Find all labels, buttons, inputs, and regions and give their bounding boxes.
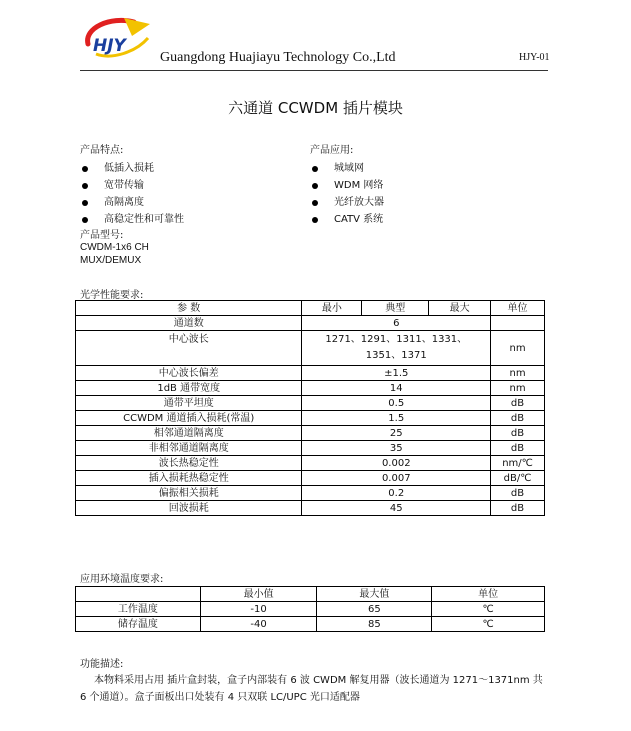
temp-name: 工作温度 [76,602,201,617]
description-label: 功能描述: [80,659,124,670]
model-line-2: MUX/DEMUX [80,255,142,266]
table-row [76,366,545,381]
temp-max: 65 [317,602,432,617]
param-unit: nm [491,366,545,381]
document-id: HJY-01 [519,52,550,63]
table-row [76,381,545,396]
features-heading: 产品特点: [80,145,124,156]
param-name: 中心波长偏差 [76,366,302,381]
param-unit: dB [491,486,545,501]
column-header: 最大值 [317,587,432,602]
temp-unit: ℃ [432,617,545,632]
param-unit: dB [491,501,545,516]
param-value: 0.007 [302,471,491,486]
temp-unit: ℃ [432,602,545,617]
applications-heading: 产品应用: [310,145,354,156]
table-header-row [76,587,545,602]
param-unit [491,316,545,331]
application-item: CATV 系统 [310,211,384,228]
table-row [76,411,545,426]
header-divider [80,70,548,71]
param-value: 0.5 [302,396,491,411]
table-header-row [76,301,545,316]
param-value: 1.5 [302,411,491,426]
param-name: 通带平坦度 [76,396,302,411]
column-header: 单位 [432,587,545,602]
param-value: 14 [302,381,491,396]
application-item: 光纤放大器 [310,194,384,211]
environment-label: 应用环境温度要求: [80,574,164,585]
table-row [76,501,545,516]
feature-item: 高隔离度 [80,194,184,211]
application-item: 城域网 [310,160,384,177]
table-row [76,441,545,456]
param-name: 插入损耗热稳定性 [76,471,302,486]
temp-max: 85 [317,617,432,632]
column-header: 最大 [429,301,491,316]
param-name: 1dB 通带宽度 [76,381,302,396]
table-row [76,426,545,441]
temp-name: 储存温度 [76,617,201,632]
table-row [76,331,545,366]
column-header [76,587,201,602]
table-row [76,471,545,486]
table-row [76,486,545,501]
param-name: CCWDM 通道插入损耗(常温) [76,411,302,426]
company-name: Guangdong Huajiayu Technology Co.,Ltd [160,50,396,65]
param-name: 回波损耗 [76,501,302,516]
param-unit: dB [491,426,545,441]
environment-table [75,586,545,632]
param-name: 通道数 [76,316,302,331]
param-name: 非相邻通道隔离度 [76,441,302,456]
table-row [76,456,545,471]
param-value: 25 [302,426,491,441]
param-name: 偏振相关损耗 [76,486,302,501]
param-unit: nm [491,331,545,366]
column-header: 最小值 [200,587,317,602]
application-item: WDM 网络 [310,177,384,194]
applications-section [310,141,384,228]
param-unit: dB [491,396,545,411]
temp-min: -10 [200,602,317,617]
param-unit: dB [491,411,545,426]
param-value: 0.2 [302,486,491,501]
param-name: 相邻通道隔离度 [76,426,302,441]
param-unit: dB/℃ [491,471,545,486]
features-section [80,141,184,228]
param-value: 1271、1291、1311、1331、1351、1371 [302,331,491,366]
description-text: 本物料采用占用 插片盒封装，盒子内部装有 6 波 CWDM 解复用器（波长通道为 1271～1371nm 共 6 个通道）。盒子面板出口处装有 4 只双联 LC/UPC 光口适配器 [80,675,543,703]
feature-item: 宽带传输 [80,177,184,194]
param-unit: nm [491,381,545,396]
table-row [76,396,545,411]
param-unit: dB [491,441,545,456]
feature-item: 低插入损耗 [80,160,184,177]
hjy-logo [82,14,152,66]
table-row [76,316,545,331]
column-header: 参 数 [76,301,302,316]
param-unit: nm/℃ [491,456,545,471]
param-name: 中心波长 [76,331,302,366]
param-value: 45 [302,501,491,516]
column-header: 单位 [491,301,545,316]
model-label: 产品型号: [80,230,124,241]
param-value: 35 [302,441,491,456]
param-value: 6 [302,316,491,331]
model-line-1: CWDM-1x6 CH [80,242,149,253]
temp-min: -40 [200,617,317,632]
table-row [76,602,545,617]
optical-spec-table [75,300,545,516]
param-value: 0.002 [302,456,491,471]
param-name: 波长热稳定性 [76,456,302,471]
optical-spec-label: 光学性能要求: [80,290,144,301]
feature-item: 高稳定性和可靠性 [80,211,184,228]
column-header: 典型 [362,301,429,316]
logo-text: HJY [93,36,126,56]
document-title: 六通道 CCWDM 插片模块 [228,99,403,117]
model-number [80,241,200,267]
param-value: ±1.5 [302,366,491,381]
column-header: 最小 [302,301,362,316]
table-row [76,617,545,632]
